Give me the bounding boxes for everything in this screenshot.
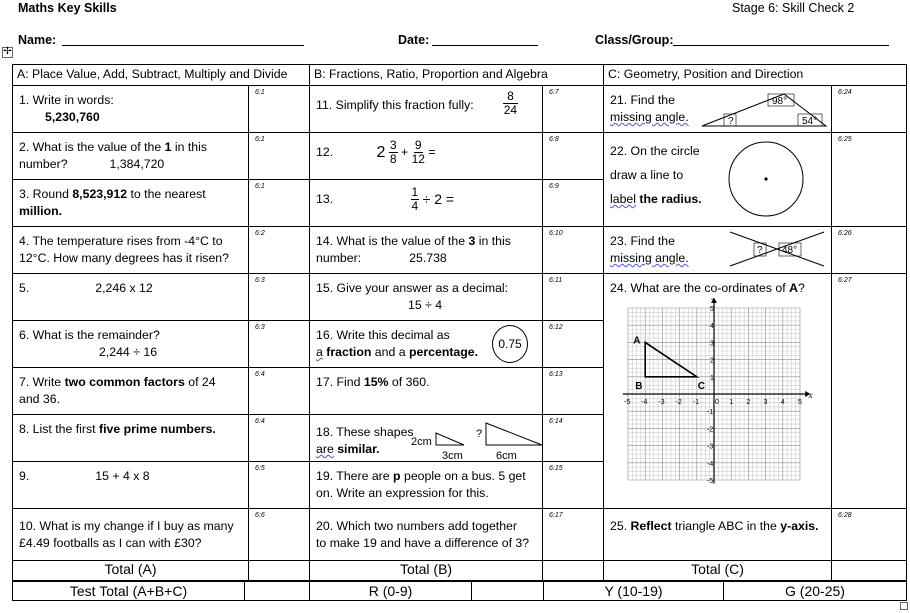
name-label: Name: <box>18 33 57 47</box>
skill-code: 6:14 <box>543 415 604 462</box>
point-c-label: C <box>697 380 706 392</box>
x-tick-label: -5 <box>624 399 631 406</box>
stage-label: Stage 6: Skill Check 2 <box>732 1 855 15</box>
question-13: 13. $\frac{1}{4}$ ÷ 2 = <box>310 180 543 227</box>
skill-check-table <box>12 64 907 581</box>
total-b-label: Total (B) <box>310 561 543 581</box>
x-tick-label: -1 <box>692 399 700 406</box>
x-tick-label: -2 <box>675 399 682 406</box>
x-tick-label: -3 <box>658 399 665 406</box>
red-band-box[interactable] <box>472 582 544 601</box>
total-b-box[interactable] <box>543 561 604 581</box>
decimal-circle: 0.75 <box>492 325 528 363</box>
similar-shapes-diagram <box>410 417 544 463</box>
column-header-a: A: Place Value, Add, Subtract, Multiply and Divide <box>13 65 310 86</box>
x-tick-label: 4 <box>780 399 785 406</box>
question-3: 3. Round 8,523,912 to the nearest million. <box>13 180 249 227</box>
skill-code: 6:17 <box>543 509 604 561</box>
question-16: 16. Write this decimal as a fraction and a percentage. 0.75 <box>310 321 543 368</box>
skill-code: 6:9 <box>543 180 604 227</box>
y-axis-label <box>711 298 716 300</box>
question-8: 8. List the first five prime numbers. <box>13 415 249 462</box>
skill-code: 6:28 <box>832 509 907 561</box>
skill-code: 6:1 <box>249 180 310 227</box>
y-tick-label: -3 <box>707 443 714 451</box>
crossing-lines-diagram <box>728 228 828 270</box>
point-a-label: A <box>633 335 641 347</box>
question-6: 6. What is the remainder? 2,244 ÷ 16 <box>13 321 249 368</box>
skill-code: 6:13 <box>543 368 604 415</box>
question-1: 1. Write in words: 5,230,760 <box>13 86 249 133</box>
svg-text:98°: 98° <box>772 96 788 107</box>
question-2: 2. What is the value of the 1 in this number? 1,384,720 <box>13 133 249 180</box>
skill-code: 6:5 <box>249 462 310 509</box>
total-c-label: Total (C) <box>604 561 832 581</box>
skill-code: 6:7 <box>543 86 604 133</box>
question-23: 23. Find the missing angle. ? 48° <box>604 227 832 274</box>
y-tick-label: -5 <box>707 478 714 485</box>
skill-code: 6:8 <box>543 133 604 180</box>
x-tick-label: 2 <box>746 399 751 406</box>
svg-text:6cm: 6cm <box>496 450 517 462</box>
test-total-box[interactable] <box>245 582 310 601</box>
skill-code: 6:4 <box>249 368 310 415</box>
score-table <box>12 581 907 601</box>
question-25: 25. Reflect triangle ABC in the y-axis. <box>604 509 832 561</box>
question-15: 15. Give your answer as a decimal: 15 ÷ 4 <box>310 274 543 321</box>
skill-code: 6:15 <box>543 462 604 509</box>
x-tick-label: 3 <box>763 399 768 406</box>
skill-code: 6:24 <box>832 86 907 133</box>
skill-code: 6:3 <box>249 321 310 368</box>
question-14: 14. What is the value of the 3 in this number: 25.738 <box>310 227 543 274</box>
y-tick-label: 2 <box>710 357 714 365</box>
question-5: 5. 2,246 x 12 <box>13 274 249 321</box>
date-field[interactable] <box>432 32 538 46</box>
question-17: 17. Find 15% of 360. <box>310 368 543 415</box>
question-22: 22. On the circle draw a line to label the radius. <box>604 133 832 227</box>
y-tick-label: -2 <box>707 426 714 434</box>
skill-code: 6:27 <box>832 274 907 509</box>
skill-code: 6:4 <box>249 415 310 462</box>
move-handle-icon[interactable]: ✢ <box>3 46 12 57</box>
svg-text:48°: 48° <box>782 245 798 256</box>
question-18: 18. These shapes are similar. 2cm 3cm ? 6cm <box>310 415 543 462</box>
class-field[interactable] <box>673 32 889 46</box>
point-b-label: B <box>635 380 643 392</box>
question-20: 20. Which two numbers add together to make 19 and have a difference of 3? <box>310 509 543 561</box>
skill-code: 6:1 <box>249 133 310 180</box>
y-tick-label: 5 <box>710 306 714 313</box>
page-title: Maths Key Skills <box>18 1 117 15</box>
skill-code: 6:26 <box>832 227 907 274</box>
y-tick-label: 3 <box>710 340 714 348</box>
question-11: 11. Simplify this fraction fully: $\frac{8}{24}$ <box>310 86 543 133</box>
green-band-label: G (20-25) <box>724 582 907 601</box>
svg-text:2cm: 2cm <box>411 436 432 448</box>
question-4: 4. The temperature rises from -4°C to 12°C. How many degrees has it risen? <box>13 227 249 274</box>
test-total-label: Test Total (A+B+C) <box>13 582 245 601</box>
date-label: Date: <box>398 33 430 47</box>
coordinate-grid[interactable] <box>618 298 832 498</box>
y-tick-label: -1 <box>707 409 714 417</box>
skill-code: 6:11 <box>543 274 604 321</box>
total-a-label: Total (A) <box>13 561 249 581</box>
question-9: 9. 15 + 4 x 8 <box>13 462 249 509</box>
name-field[interactable] <box>62 32 304 46</box>
x-tick-label: -4 <box>641 399 648 406</box>
x-axis-label: x <box>808 390 813 400</box>
red-band-label: R (0-9) <box>310 582 472 601</box>
x-tick-label: 0 <box>715 399 719 406</box>
skill-code: 6:6 <box>249 509 310 561</box>
svg-text:?: ? <box>757 245 763 256</box>
question-19: 19. There are p people on a bus. 5 get on. Write an expression for this. <box>310 462 543 509</box>
skill-code: 6:12 <box>543 321 604 368</box>
resize-handle[interactable] <box>900 602 908 610</box>
svg-text:3cm: 3cm <box>442 450 463 462</box>
question-24: 24. What are the co-ordinates of A? -5 -4 -3 -2 -1 0 1 2 3 4 5 5 4 3 2 1 -1 -2 -3 -4 -5 x A B C <box>604 274 832 509</box>
circle-diagram[interactable] <box>726 139 806 219</box>
skill-code: 6:10 <box>543 227 604 274</box>
svg-text:54°: 54° <box>802 116 818 127</box>
skill-code: 6:1 <box>249 86 310 133</box>
svg-text:?: ? <box>728 116 734 127</box>
y-tick-label: 1 <box>710 374 714 382</box>
question-10: 10. What is my change if I buy as many £4.49 footballs as I can with £30? <box>13 509 249 561</box>
column-header-c: C: Geometry, Position and Direction <box>604 65 907 86</box>
total-a-box[interactable] <box>249 561 310 581</box>
class-label: Class/Group: <box>595 33 674 47</box>
y-tick-label: 4 <box>710 323 714 331</box>
yellow-band-label: Y (10-19) <box>544 582 724 601</box>
x-tick-label: 1 <box>729 399 734 406</box>
skill-code: 6:25 <box>832 133 907 227</box>
skill-code: 6:3 <box>249 274 310 321</box>
question-21: 21. Find the missing angle. 98° 54° ? <box>604 86 832 133</box>
question-12: 12. 2 $\frac{3}{8}$ + $\frac{9}{12}$ = <box>310 133 543 180</box>
skill-code: 6:2 <box>249 227 310 274</box>
total-c-box[interactable] <box>832 561 907 581</box>
triangle-diagram <box>700 88 830 128</box>
y-tick-label: -4 <box>707 460 714 468</box>
column-header-b: B: Fractions, Ratio, Proportion and Algebra <box>310 65 604 86</box>
x-tick-label: 5 <box>798 399 802 406</box>
question-7: 7. Write two common factors of 24 and 36. <box>13 368 249 415</box>
svg-text:?: ? <box>476 428 483 440</box>
